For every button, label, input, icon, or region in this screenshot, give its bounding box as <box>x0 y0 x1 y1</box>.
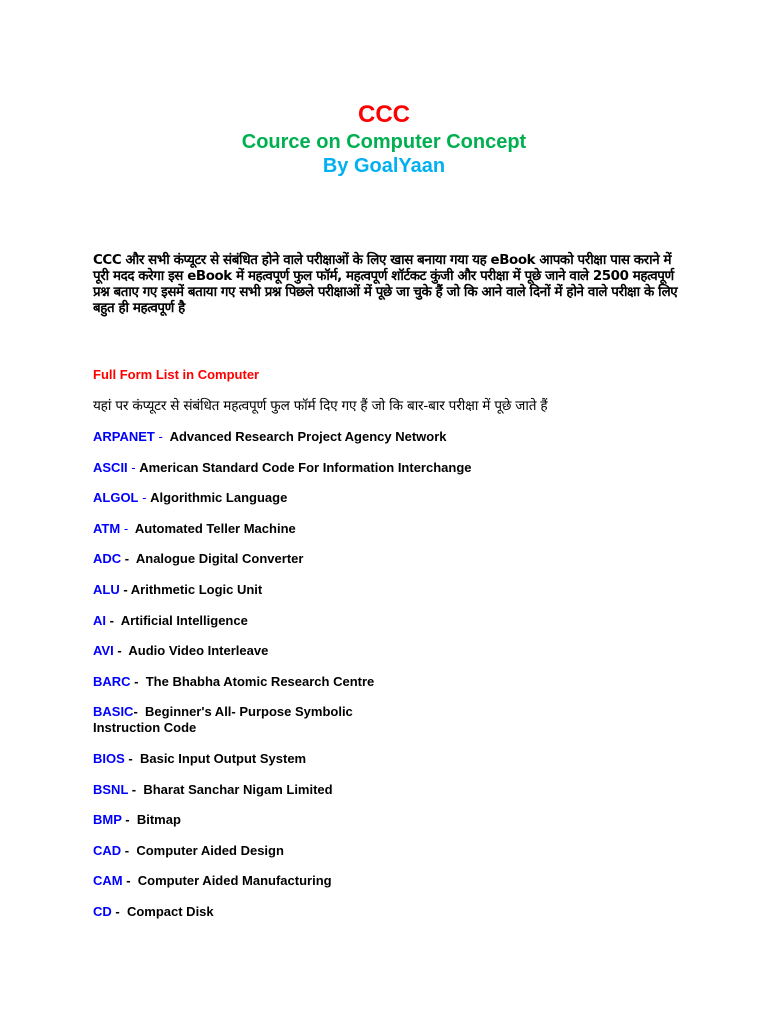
separator: - <box>113 643 126 659</box>
full-form-meaning: Bharat Sanchar Nigam Limited <box>139 781 333 797</box>
separator: - <box>124 750 137 766</box>
full-form-meaning: Basic Input Output System <box>136 750 307 766</box>
section-description: यहां पर कंप्यूटर से संबंधित महत्वपूर्ण फुल फॉर्म दिए गए हैं जो कि बार-बार परीक्षा में पूछे जाते हैं <box>93 398 548 414</box>
full-form-meaning: Algorithmic Language <box>150 490 288 506</box>
abbreviation: CAM <box>93 873 123 889</box>
separator: - <box>138 490 151 506</box>
abbreviation: AI <box>93 612 106 628</box>
abbreviation: ARPANET <box>93 429 155 444</box>
title-block <box>0 100 768 178</box>
abbreviation: AVI <box>93 643 114 659</box>
full-form-meaning: Compact Disk <box>123 903 214 919</box>
list-item <box>93 843 533 859</box>
abbreviation: BIOS <box>93 750 125 766</box>
list-item <box>93 751 533 767</box>
author-line: By GoalYaan <box>322 155 446 177</box>
list-item <box>93 521 533 537</box>
list-item <box>93 551 533 567</box>
separator: - <box>128 781 140 797</box>
list-item <box>93 613 533 629</box>
list-item <box>93 704 393 736</box>
full-form-meaning: Automated Teller Machine <box>131 520 296 536</box>
document-subtitle: Cource on Computer Concept <box>241 131 527 153</box>
full-form-meaning: American Standard Code For Information Interchange <box>139 459 472 475</box>
document-title: CCC <box>358 101 410 128</box>
list-item <box>93 460 533 476</box>
full-form-meaning: Audio Video Interleave <box>125 643 269 659</box>
separator: - <box>121 842 133 858</box>
full-form-meaning: Arithmetic Logic Unit <box>130 581 263 597</box>
abbreviation: ALU <box>93 581 120 597</box>
list-item <box>93 643 533 659</box>
full-form-meaning: Bitmap <box>133 812 181 828</box>
separator: - <box>122 873 135 889</box>
separator: - <box>130 673 143 689</box>
list-item <box>93 873 533 889</box>
separator: - <box>127 459 140 475</box>
full-form-meaning: Analogue Digital Converter <box>132 551 304 567</box>
full-form-list <box>93 429 533 935</box>
full-form-meaning: Computer Aided Manufacturing <box>134 873 332 889</box>
abbreviation: CAD <box>93 842 122 858</box>
full-form-meaning: Computer Aided Design <box>132 842 284 858</box>
list-item <box>93 490 533 506</box>
abbreviation: BASIC <box>93 704 134 720</box>
list-item <box>93 582 533 598</box>
abbreviation: BARC <box>93 673 131 689</box>
full-form-meaning: The Bhabha Atomic Research Centre <box>142 673 375 689</box>
abbreviation: ASCII <box>93 459 128 475</box>
abbreviation: BSNL <box>93 781 129 797</box>
separator: - <box>119 581 131 597</box>
separator: - <box>121 551 133 567</box>
abbreviation: ATM <box>93 520 121 536</box>
full-form-meaning: Beginner's All- Purpose Symbolic Instruction Code <box>93 704 357 736</box>
separator: - <box>154 429 167 444</box>
full-form-meaning: Artificial Intelligence <box>117 612 248 628</box>
abbreviation: BMP <box>93 812 122 828</box>
list-item <box>93 429 533 445</box>
separator: - <box>120 520 132 536</box>
section-heading: Full Form List in Computer <box>93 367 260 382</box>
list-item <box>93 812 533 828</box>
abbreviation: CD <box>93 903 112 919</box>
list-item <box>93 782 533 798</box>
separator: - <box>106 612 118 628</box>
separator: - <box>111 903 124 919</box>
intro-paragraph: CCC और सभी कंप्यूटर से संबंधित होने वाले परीक्षाओं के लिए खास बनाया गया यह eBook आपको परीक्षा पास कराने में पूरी मदद करेगा इस eBook में महत्वपूर्ण फुल फॉर्म, महत्वपूर्ण शॉर्टकट कुंजी और परीक्षा में पूछे जाने वाले 2500 महत्वपूर्ण प्रश्न बताए गए इसमें बताया गए सभी प्रश्न पिछले परीक्षाओं में पूछे जा चुके हैं जो कि आने वाले दिनों में होने वाले परीक्षा के लिए बहुत ही महत्वपूर्ण है <box>93 253 678 316</box>
full-form-meaning: Advanced Research Project Agency Network <box>166 429 447 444</box>
list-item <box>93 674 533 690</box>
separator: - <box>133 704 142 720</box>
abbreviation: ALGOL <box>93 490 139 506</box>
separator: - <box>121 812 134 828</box>
abbreviation: ADC <box>93 551 122 567</box>
list-item <box>93 904 533 920</box>
